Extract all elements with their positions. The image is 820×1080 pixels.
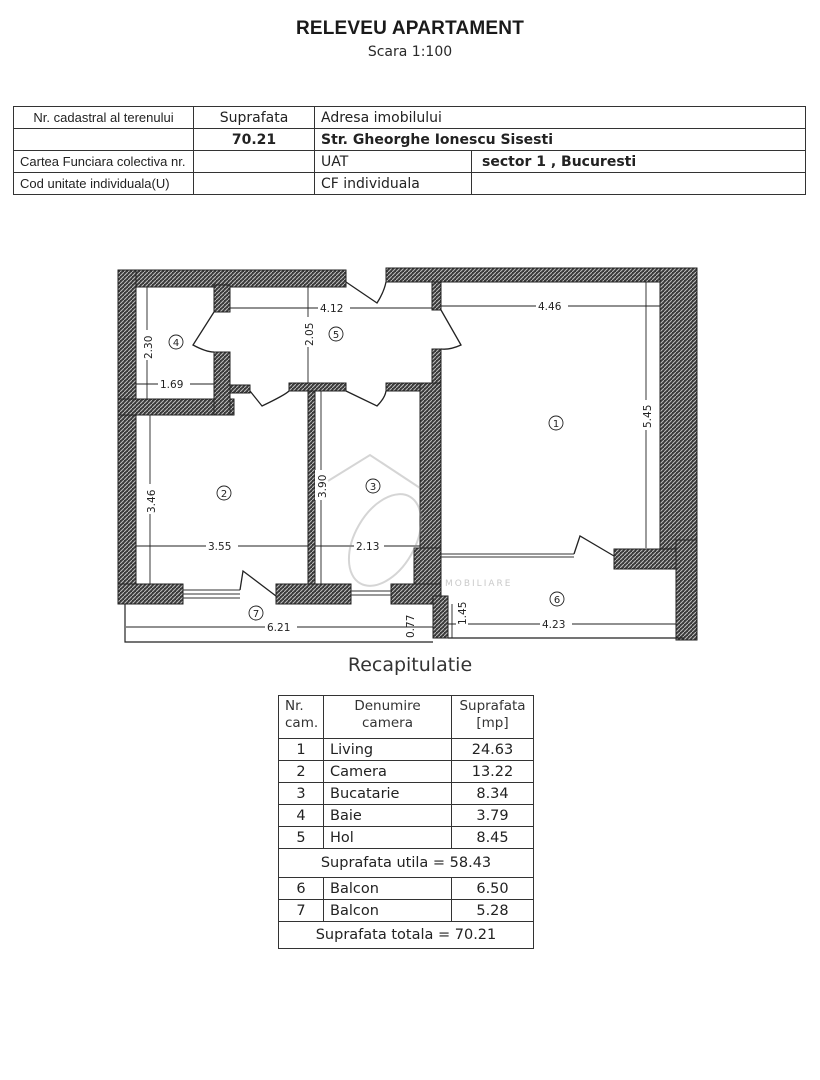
room-nr: 7 bbox=[279, 900, 324, 922]
header-nr-line2: cam. bbox=[285, 715, 319, 731]
room-area: 6.50 bbox=[452, 878, 534, 900]
dim-baie-width: 1.69 bbox=[160, 379, 184, 391]
room-nr: 4 bbox=[279, 805, 324, 827]
address-value: Str. Gheorghe Ionescu Sisesti bbox=[315, 129, 806, 151]
header-name-line2: camera bbox=[362, 715, 413, 731]
table-row bbox=[279, 761, 534, 783]
dim-hol-width: 4.12 bbox=[320, 303, 344, 315]
uat-value: sector 1 , Bucuresti bbox=[472, 151, 806, 173]
room-nr: 6 bbox=[279, 878, 324, 900]
dim-living-depth: 5.45 bbox=[642, 404, 654, 428]
scale-label: Scara 1:100 bbox=[367, 44, 453, 60]
dim-balcon7-width: 6.21 bbox=[267, 622, 291, 634]
table-row bbox=[279, 878, 534, 900]
cf-individual-label: CF individuala bbox=[315, 173, 472, 195]
uat-label: UAT bbox=[315, 151, 472, 173]
dim-camera-depth: 3.46 bbox=[146, 489, 158, 513]
table-row bbox=[279, 900, 534, 922]
header-nr bbox=[279, 696, 324, 739]
usable-total-row bbox=[279, 849, 534, 878]
room-area: 3.79 bbox=[452, 805, 534, 827]
room-area: 8.45 bbox=[452, 827, 534, 849]
room-name: Camera bbox=[324, 761, 452, 783]
table-row bbox=[279, 805, 534, 827]
grand-total: Suprafata totala = 70.21 bbox=[279, 922, 534, 949]
room-marker-5: 5 bbox=[332, 330, 340, 341]
table-row bbox=[279, 739, 534, 761]
walls bbox=[118, 268, 697, 640]
dim-balcon6-depth: 1.45 bbox=[457, 601, 469, 625]
room-nr: 2 bbox=[279, 761, 324, 783]
dim-balcon7-depth: 0.77 bbox=[405, 614, 417, 638]
watermark-text: MOBILIARE bbox=[445, 579, 513, 589]
header-area bbox=[452, 696, 534, 739]
cadastral-label: Nr. cadastral al terenului bbox=[14, 107, 194, 129]
dim-baie-depth: 2.30 bbox=[143, 335, 155, 359]
header-area-line2: [mp] bbox=[476, 715, 509, 731]
recap-table bbox=[278, 695, 534, 949]
room-name: Balcon bbox=[324, 900, 452, 922]
room-area: 24.63 bbox=[452, 739, 534, 761]
room-marker-6: 6 bbox=[553, 595, 561, 606]
table-row bbox=[279, 827, 534, 849]
header-name bbox=[324, 696, 452, 739]
header-nr-line1: Nr. bbox=[285, 698, 304, 714]
table-row bbox=[279, 783, 534, 805]
unit-code-label: Cod unitate individuala(U) bbox=[14, 173, 194, 195]
doors bbox=[193, 282, 614, 596]
cf-collective-label: Cartea Funciara colectiva nr. bbox=[14, 151, 194, 173]
address-label: Adresa imobilului bbox=[315, 107, 806, 129]
dim-balcon6-width: 4.23 bbox=[542, 619, 566, 631]
recap-title: Recapitulatie bbox=[347, 654, 473, 676]
dim-bucatarie-depth: 3.90 bbox=[317, 474, 329, 498]
dim-camera-width: 3.55 bbox=[208, 541, 232, 553]
room-name: Hol bbox=[324, 827, 452, 849]
room-area: 13.22 bbox=[452, 761, 534, 783]
usable-total: Suprafata utila = 58.43 bbox=[279, 849, 534, 878]
room-name: Baie bbox=[324, 805, 452, 827]
dim-bucatarie-width: 2.13 bbox=[356, 541, 380, 553]
room-name: Bucatarie bbox=[324, 783, 452, 805]
recap-header-row bbox=[279, 696, 534, 739]
room-marker-1: 1 bbox=[552, 419, 560, 430]
room-area: 8.34 bbox=[452, 783, 534, 805]
surface-value: 70.21 bbox=[194, 129, 315, 151]
room-marker-7: 7 bbox=[252, 609, 260, 620]
room-area: 5.28 bbox=[452, 900, 534, 922]
header-name-line1: Denumire bbox=[354, 698, 421, 714]
room-marker-3: 3 bbox=[369, 482, 377, 493]
room-nr: 3 bbox=[279, 783, 324, 805]
surface-label: Suprafata bbox=[194, 107, 315, 129]
document-title: RELEVEU APARTAMENT bbox=[295, 18, 525, 39]
room-nr: 1 bbox=[279, 739, 324, 761]
dim-hol-depth: 2.05 bbox=[304, 322, 316, 346]
room-name: Living bbox=[324, 739, 452, 761]
header-area-line1: Suprafata bbox=[459, 698, 526, 714]
room-name: Balcon bbox=[324, 878, 452, 900]
dim-living-width: 4.46 bbox=[538, 301, 562, 313]
room-nr: 5 bbox=[279, 827, 324, 849]
room-marker-4: 4 bbox=[172, 338, 180, 349]
grand-total-row bbox=[279, 922, 534, 949]
room-marker-2: 2 bbox=[220, 489, 228, 500]
